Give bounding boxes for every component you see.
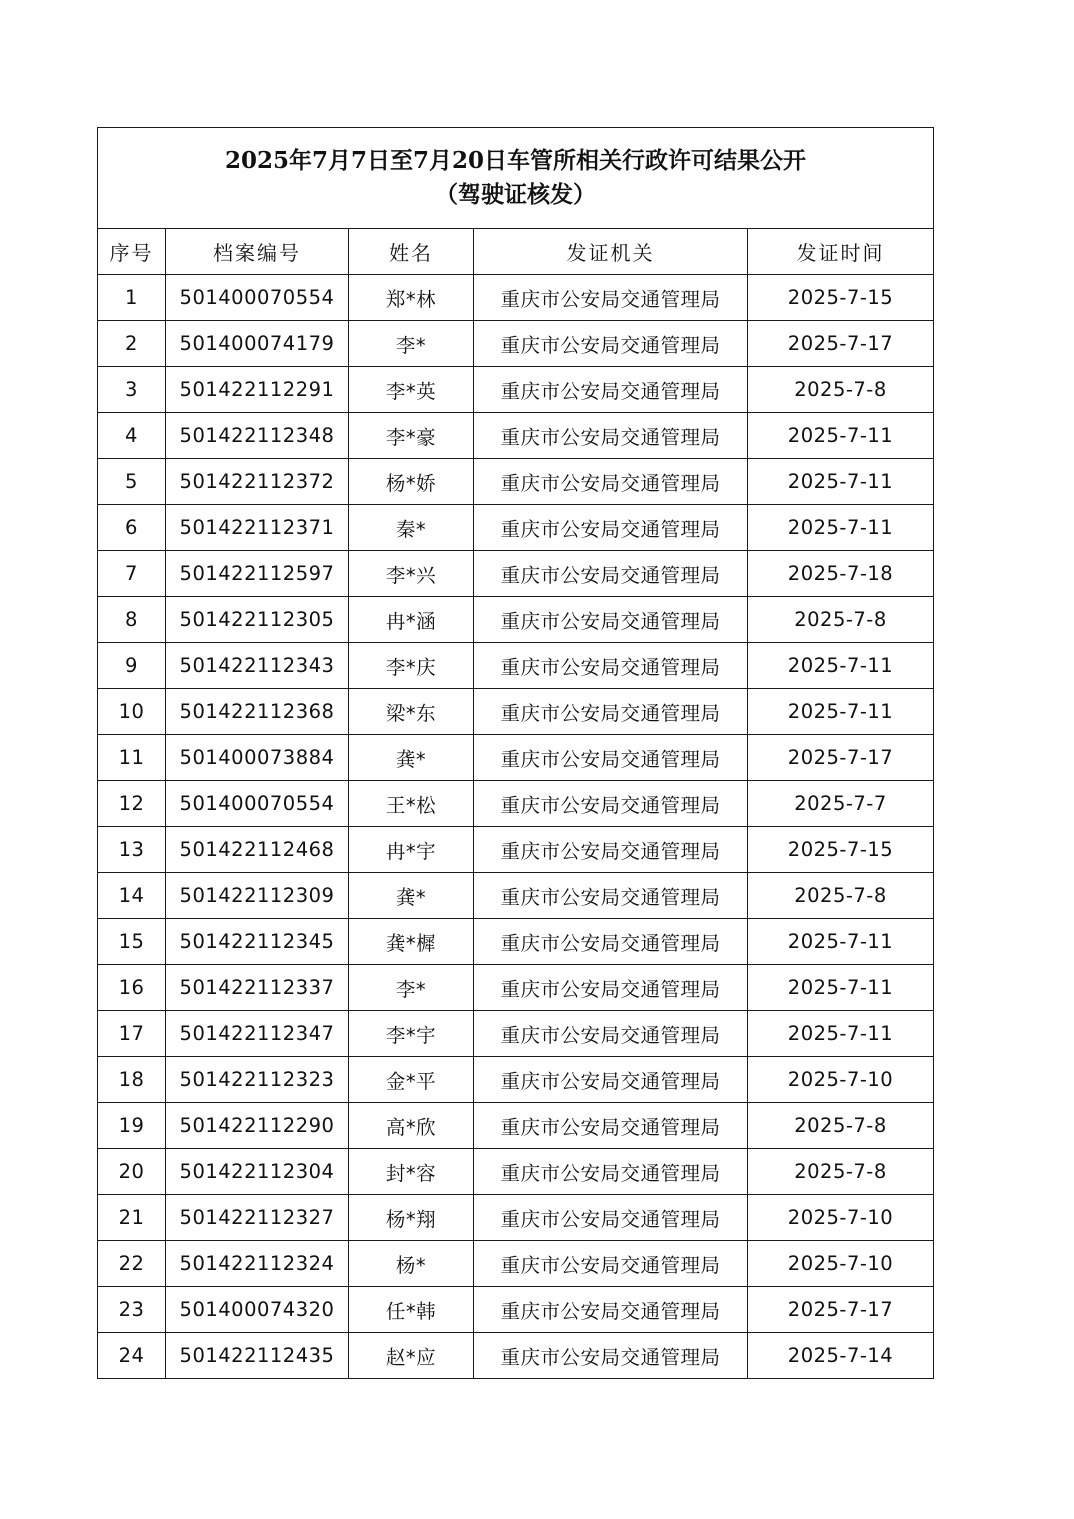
table-title bbox=[98, 128, 934, 229]
cell-seq: 4 bbox=[98, 413, 166, 459]
cell-name: 赵*应 bbox=[349, 1333, 474, 1379]
cell-issuing-authority: 重庆市公安局交通管理局 bbox=[474, 505, 748, 551]
cell-seq: 9 bbox=[98, 643, 166, 689]
cell-issuing-authority: 重庆市公安局交通管理局 bbox=[474, 781, 748, 827]
cell-name: 王*松 bbox=[349, 781, 474, 827]
cell-name: 冉*宇 bbox=[349, 827, 474, 873]
table-row bbox=[98, 367, 934, 413]
table-row bbox=[98, 1057, 934, 1103]
cell-issue-date: 2025-7-10 bbox=[748, 1057, 934, 1103]
cell-issuing-authority: 重庆市公安局交通管理局 bbox=[474, 551, 748, 597]
table-row bbox=[98, 275, 934, 321]
cell-file-number: 501400073884 bbox=[166, 735, 349, 781]
cell-issue-date: 2025-7-8 bbox=[748, 597, 934, 643]
cell-issuing-authority: 重庆市公安局交通管理局 bbox=[474, 1057, 748, 1103]
table-row bbox=[98, 643, 934, 689]
cell-file-number: 501422112372 bbox=[166, 459, 349, 505]
cell-issue-date: 2025-7-15 bbox=[748, 275, 934, 321]
cell-issue-date: 2025-7-11 bbox=[748, 505, 934, 551]
cell-file-number: 501422112347 bbox=[166, 1011, 349, 1057]
cell-name: 李* bbox=[349, 321, 474, 367]
cell-issuing-authority: 重庆市公安局交通管理局 bbox=[474, 689, 748, 735]
cell-name: 李*豪 bbox=[349, 413, 474, 459]
cell-file-number: 501400074320 bbox=[166, 1287, 349, 1333]
cell-file-number: 501422112337 bbox=[166, 965, 349, 1011]
cell-name: 郑*林 bbox=[349, 275, 474, 321]
title-line-2: （驾驶证核发） bbox=[435, 181, 596, 208]
cell-seq: 15 bbox=[98, 919, 166, 965]
cell-seq: 10 bbox=[98, 689, 166, 735]
cell-seq: 7 bbox=[98, 551, 166, 597]
cell-seq: 14 bbox=[98, 873, 166, 919]
cell-issuing-authority: 重庆市公安局交通管理局 bbox=[474, 459, 748, 505]
cell-file-number: 501422112597 bbox=[166, 551, 349, 597]
cell-file-number: 501422112468 bbox=[166, 827, 349, 873]
cell-name: 金*平 bbox=[349, 1057, 474, 1103]
header-name: 姓名 bbox=[349, 229, 474, 275]
cell-issue-date: 2025-7-11 bbox=[748, 689, 934, 735]
cell-issue-date: 2025-7-11 bbox=[748, 459, 934, 505]
table-row bbox=[98, 1103, 934, 1149]
table-row bbox=[98, 1241, 934, 1287]
cell-name: 李*英 bbox=[349, 367, 474, 413]
cell-seq: 16 bbox=[98, 965, 166, 1011]
header-issue-date: 发证时间 bbox=[748, 229, 934, 275]
cell-issuing-authority: 重庆市公安局交通管理局 bbox=[474, 965, 748, 1011]
table-row bbox=[98, 1333, 934, 1379]
cell-file-number: 501422112435 bbox=[166, 1333, 349, 1379]
cell-issuing-authority: 重庆市公安局交通管理局 bbox=[474, 827, 748, 873]
cell-issuing-authority: 重庆市公安局交通管理局 bbox=[474, 643, 748, 689]
cell-issuing-authority: 重庆市公安局交通管理局 bbox=[474, 1103, 748, 1149]
cell-name: 李*庆 bbox=[349, 643, 474, 689]
cell-issuing-authority: 重庆市公安局交通管理局 bbox=[474, 1241, 748, 1287]
cell-issuing-authority: 重庆市公安局交通管理局 bbox=[474, 919, 748, 965]
cell-issue-date: 2025-7-8 bbox=[748, 367, 934, 413]
cell-name: 冉*涵 bbox=[349, 597, 474, 643]
cell-seq: 3 bbox=[98, 367, 166, 413]
cell-issuing-authority: 重庆市公安局交通管理局 bbox=[474, 321, 748, 367]
table-row bbox=[98, 551, 934, 597]
header-issuing-authority: 发证机关 bbox=[474, 229, 748, 275]
cell-issuing-authority: 重庆市公安局交通管理局 bbox=[474, 275, 748, 321]
cell-issue-date: 2025-7-17 bbox=[748, 1287, 934, 1333]
permit-results-table bbox=[97, 127, 934, 1379]
cell-name: 李* bbox=[349, 965, 474, 1011]
cell-seq: 23 bbox=[98, 1287, 166, 1333]
table-row bbox=[98, 689, 934, 735]
cell-name: 龚* bbox=[349, 735, 474, 781]
cell-seq: 17 bbox=[98, 1011, 166, 1057]
cell-issue-date: 2025-7-10 bbox=[748, 1241, 934, 1287]
title-line-1: 2025年7月7日至7月20日车管所相关行政许可结果公开 bbox=[224, 147, 807, 174]
cell-issuing-authority: 重庆市公安局交通管理局 bbox=[474, 1149, 748, 1195]
table-row bbox=[98, 505, 934, 551]
cell-name: 梁*东 bbox=[349, 689, 474, 735]
table-row bbox=[98, 781, 934, 827]
cell-name: 李*兴 bbox=[349, 551, 474, 597]
table-row bbox=[98, 321, 934, 367]
cell-file-number: 501422112343 bbox=[166, 643, 349, 689]
cell-seq: 20 bbox=[98, 1149, 166, 1195]
cell-file-number: 501422112290 bbox=[166, 1103, 349, 1149]
cell-name: 杨*翔 bbox=[349, 1195, 474, 1241]
cell-issue-date: 2025-7-10 bbox=[748, 1195, 934, 1241]
cell-file-number: 501422112345 bbox=[166, 919, 349, 965]
table-row bbox=[98, 459, 934, 505]
header-seq: 序号 bbox=[98, 229, 166, 275]
header-file-number: 档案编号 bbox=[166, 229, 349, 275]
cell-issue-date: 2025-7-14 bbox=[748, 1333, 934, 1379]
table-row bbox=[98, 735, 934, 781]
table-row bbox=[98, 597, 934, 643]
cell-issuing-authority: 重庆市公安局交通管理局 bbox=[474, 1195, 748, 1241]
cell-seq: 1 bbox=[98, 275, 166, 321]
header-row bbox=[98, 229, 934, 275]
cell-issue-date: 2025-7-17 bbox=[748, 735, 934, 781]
table-row bbox=[98, 1149, 934, 1195]
cell-issue-date: 2025-7-11 bbox=[748, 919, 934, 965]
cell-file-number: 501422112324 bbox=[166, 1241, 349, 1287]
cell-name: 秦* bbox=[349, 505, 474, 551]
cell-seq: 19 bbox=[98, 1103, 166, 1149]
cell-name: 龚*樨 bbox=[349, 919, 474, 965]
cell-file-number: 501422112291 bbox=[166, 367, 349, 413]
cell-issue-date: 2025-7-8 bbox=[748, 1103, 934, 1149]
cell-issue-date: 2025-7-7 bbox=[748, 781, 934, 827]
cell-seq: 2 bbox=[98, 321, 166, 367]
cell-file-number: 501422112371 bbox=[166, 505, 349, 551]
cell-file-number: 501422112305 bbox=[166, 597, 349, 643]
cell-seq: 24 bbox=[98, 1333, 166, 1379]
table-row bbox=[98, 1287, 934, 1333]
cell-file-number: 501422112309 bbox=[166, 873, 349, 919]
cell-name: 封*容 bbox=[349, 1149, 474, 1195]
cell-file-number: 501400070554 bbox=[166, 275, 349, 321]
cell-issuing-authority: 重庆市公安局交通管理局 bbox=[474, 1333, 748, 1379]
cell-issue-date: 2025-7-8 bbox=[748, 1149, 934, 1195]
cell-seq: 22 bbox=[98, 1241, 166, 1287]
cell-seq: 8 bbox=[98, 597, 166, 643]
cell-issuing-authority: 重庆市公安局交通管理局 bbox=[474, 873, 748, 919]
cell-issue-date: 2025-7-15 bbox=[748, 827, 934, 873]
cell-file-number: 501400074179 bbox=[166, 321, 349, 367]
cell-file-number: 501422112323 bbox=[166, 1057, 349, 1103]
cell-file-number: 501422112304 bbox=[166, 1149, 349, 1195]
cell-issuing-authority: 重庆市公安局交通管理局 bbox=[474, 1011, 748, 1057]
cell-name: 龚* bbox=[349, 873, 474, 919]
cell-name: 杨* bbox=[349, 1241, 474, 1287]
cell-seq: 13 bbox=[98, 827, 166, 873]
cell-issue-date: 2025-7-11 bbox=[748, 413, 934, 459]
cell-seq: 12 bbox=[98, 781, 166, 827]
cell-issuing-authority: 重庆市公安局交通管理局 bbox=[474, 413, 748, 459]
cell-file-number: 501422112327 bbox=[166, 1195, 349, 1241]
cell-name: 杨*娇 bbox=[349, 459, 474, 505]
table-body bbox=[98, 275, 934, 1379]
cell-name: 任*韩 bbox=[349, 1287, 474, 1333]
cell-issue-date: 2025-7-11 bbox=[748, 965, 934, 1011]
cell-issue-date: 2025-7-11 bbox=[748, 1011, 934, 1057]
table-row bbox=[98, 413, 934, 459]
cell-seq: 5 bbox=[98, 459, 166, 505]
cell-issuing-authority: 重庆市公安局交通管理局 bbox=[474, 735, 748, 781]
cell-seq: 18 bbox=[98, 1057, 166, 1103]
cell-issuing-authority: 重庆市公安局交通管理局 bbox=[474, 367, 748, 413]
cell-file-number: 501422112368 bbox=[166, 689, 349, 735]
table-row bbox=[98, 965, 934, 1011]
table-row bbox=[98, 1195, 934, 1241]
cell-seq: 11 bbox=[98, 735, 166, 781]
cell-issue-date: 2025-7-11 bbox=[748, 643, 934, 689]
cell-name: 李*宇 bbox=[349, 1011, 474, 1057]
cell-issuing-authority: 重庆市公安局交通管理局 bbox=[474, 1287, 748, 1333]
table-row bbox=[98, 1011, 934, 1057]
table-row bbox=[98, 873, 934, 919]
cell-issue-date: 2025-7-8 bbox=[748, 873, 934, 919]
table-row bbox=[98, 919, 934, 965]
cell-issue-date: 2025-7-17 bbox=[748, 321, 934, 367]
cell-file-number: 501400070554 bbox=[166, 781, 349, 827]
cell-name: 高*欣 bbox=[349, 1103, 474, 1149]
cell-issue-date: 2025-7-18 bbox=[748, 551, 934, 597]
cell-seq: 21 bbox=[98, 1195, 166, 1241]
cell-seq: 6 bbox=[98, 505, 166, 551]
cell-issuing-authority: 重庆市公安局交通管理局 bbox=[474, 597, 748, 643]
table-row bbox=[98, 827, 934, 873]
cell-file-number: 501422112348 bbox=[166, 413, 349, 459]
